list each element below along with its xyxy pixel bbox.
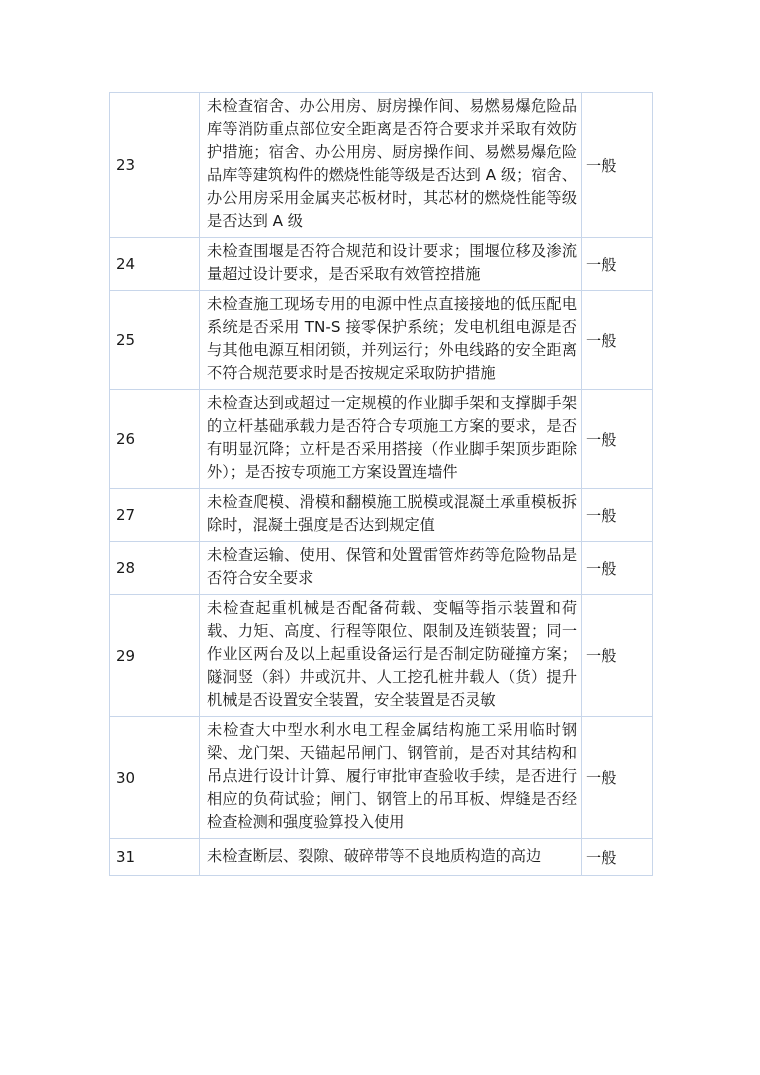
row-number: 27 xyxy=(110,489,200,542)
row-level: 一般 xyxy=(582,93,653,238)
table-row xyxy=(110,489,653,542)
table-row xyxy=(110,839,653,876)
row-number: 25 xyxy=(110,291,200,390)
row-level: 一般 xyxy=(582,291,653,390)
row-number: 26 xyxy=(110,390,200,489)
row-description: 未检查围堰是否符合规范和设计要求；围堰位移及渗流量超过设计要求，是否采取有效管控措施 xyxy=(200,238,582,291)
row-level: 一般 xyxy=(582,717,653,839)
row-level: 一般 xyxy=(582,595,653,717)
row-level: 一般 xyxy=(582,390,653,489)
row-number: 31 xyxy=(110,839,200,876)
row-number: 30 xyxy=(110,717,200,839)
row-description: 未检查爬模、滑模和翻模施工脱模或混凝土承重模板拆除时，混凝土强度是否达到规定值 xyxy=(200,489,582,542)
row-number: 29 xyxy=(110,595,200,717)
table-row xyxy=(110,291,653,390)
table-row xyxy=(110,390,653,489)
table-row xyxy=(110,595,653,717)
row-level: 一般 xyxy=(582,238,653,291)
row-description: 未检查运输、使用、保管和处置雷管炸药等危险物品是否符合安全要求 xyxy=(200,542,582,595)
table-row xyxy=(110,717,653,839)
row-description: 未检查大中型水利水电工程金属结构施工采用临时钢梁、龙门架、天锚起吊闸门、钢管前，是否对其结构和吊点进行设计计算、履行审批审查验收手续，是否进行相应的负荷试验；闸门、钢管上的吊耳板、焊缝是否经检查检测和强度验算投入使用 xyxy=(200,717,582,839)
row-level: 一般 xyxy=(582,542,653,595)
row-level: 一般 xyxy=(582,839,653,876)
row-description: 未检查断层、裂隙、破碎带等不良地质构造的高边 xyxy=(200,839,582,876)
row-number: 28 xyxy=(110,542,200,595)
row-number: 23 xyxy=(110,93,200,238)
inspection-table xyxy=(109,92,653,876)
row-level: 一般 xyxy=(582,489,653,542)
table-row xyxy=(110,238,653,291)
row-description: 未检查起重机械是否配备荷载、变幅等指示装置和荷载、力矩、高度、行程等限位、限制及连锁装置；同一作业区两台及以上起重设备运行是否制定防碰撞方案；隧洞竖（斜）井或沉井、人工挖孔桩井载人（货）提升机械是否设置安全装置，安全装置是否灵敏 xyxy=(200,595,582,717)
row-description: 未检查达到或超过一定规模的作业脚手架和支撑脚手架的立杆基础承载力是否符合专项施工方案的要求，是否有明显沉降；立杆是否采用搭接（作业脚手架顶步距除外）；是否按专项施工方案设置连墙件 xyxy=(200,390,582,489)
row-description: 未检查宿舍、办公用房、厨房操作间、易燃易爆危险品库等消防重点部位安全距离是否符合要求并采取有效防护措施；宿舍、办公用房、厨房操作间、易燃易爆危险品库等建筑构件的燃烧性能等级是否达到 A 级；宿舍、办公用房采用金属夹芯板材时，其芯材的燃烧性能等级是否达到 A 级 xyxy=(200,93,582,238)
row-number: 24 xyxy=(110,238,200,291)
table-row xyxy=(110,93,653,238)
row-description: 未检查施工现场专用的电源中性点直接接地的低压配电系统是否采用 TN-S 接零保护系统；发电机组电源是否与其他电源互相闭锁，并列运行；外电线路的安全距离不符合规范要求时是否按规定采取防护措施 xyxy=(200,291,582,390)
table-row xyxy=(110,542,653,595)
